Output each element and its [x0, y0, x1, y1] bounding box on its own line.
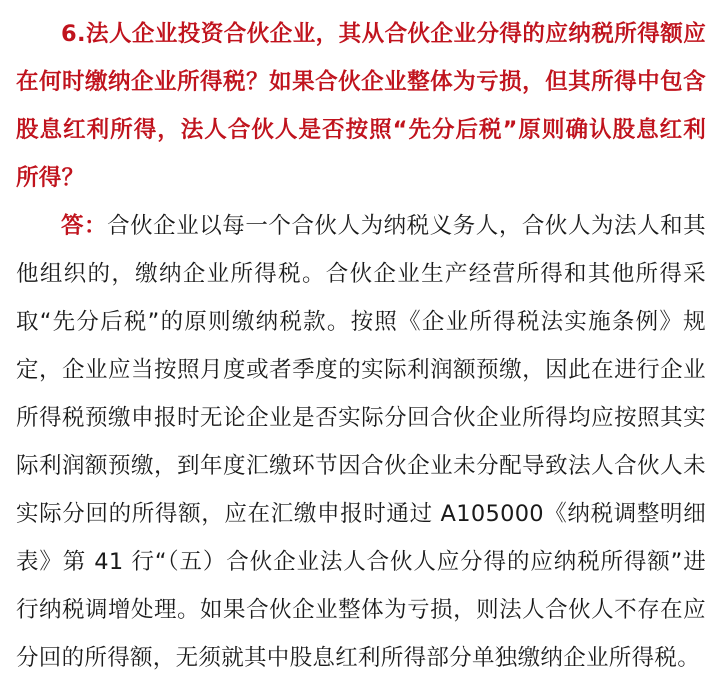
- question-text: 法人企业投资合伙企业，其从合伙企业分得的应纳税所得额应在何时缴纳企业所得税？如果合伙企业整体为亏损，但其所得中包含股息红利所得，法人合伙人是否按照“先分后税”原则确认股息红利所得？: [16, 21, 706, 191]
- document-body: [16, 10, 706, 682]
- answer-text: 合伙企业以每一个合伙人为纳税义务人，合伙人为法人和其他组织的，缴纳企业所得税。合伙企业生产经营所得和其他所得采取“先分后税”的原则缴纳税款。按照《企业所得税法实施条例》规定，企业应当按照月度或者季度的实际利润额预缴，因此在进行企业所得税预缴申报时无论企业是否实际分回合伙企业所得均应按照其实际利润额预缴，到年度汇缴环节因合伙企业未分配导致法人合伙人未实际分回的所得额，应在汇缴申报时通过 A105000《纳税调整明细表》第 41 行“（五）合伙企业法人合伙人应分得的应纳税所得额”进行纳税调增处理。如果合伙企业整体为亏损，则法人合伙人不存在应分回的所得额，无须就其中股息红利所得部分单独缴纳企业所得税。: [16, 213, 706, 671]
- question-paragraph: [16, 10, 706, 202]
- question-number: 6.: [61, 21, 86, 47]
- answer-paragraph: [16, 202, 706, 682]
- answer-label: 答：: [61, 213, 108, 239]
